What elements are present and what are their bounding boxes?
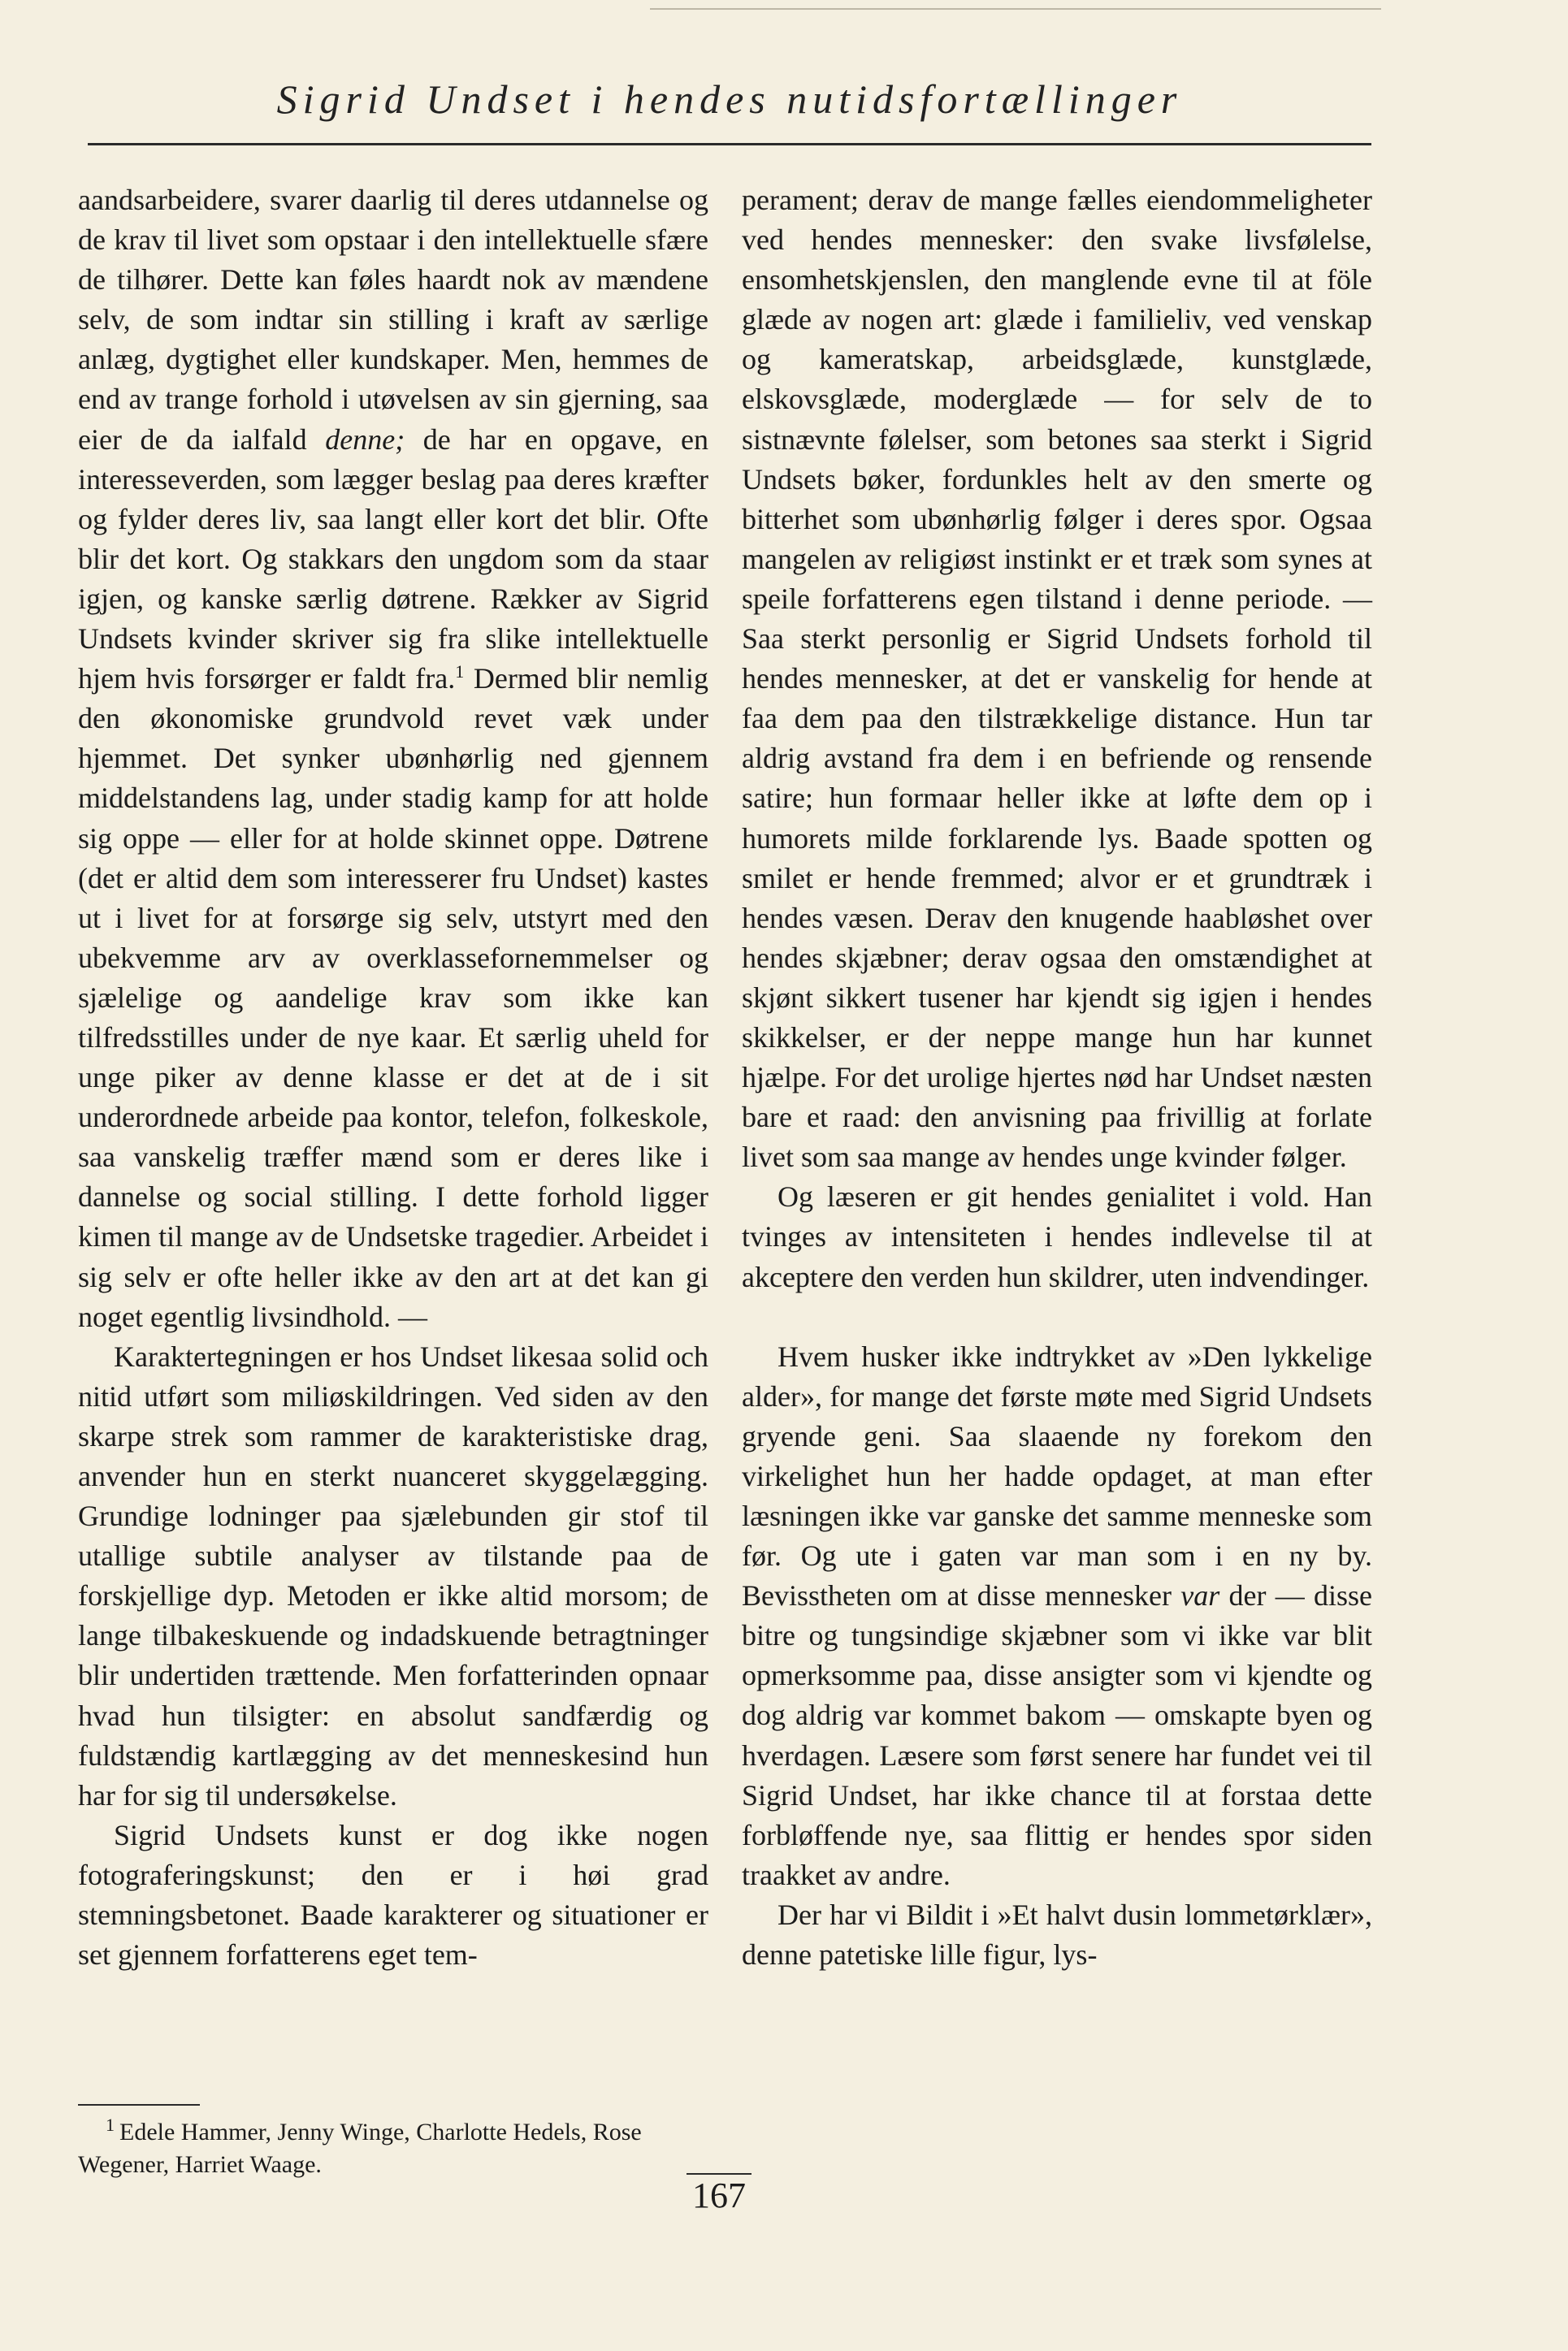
header-rule: [88, 143, 1371, 145]
page-number: 167: [692, 2176, 746, 2215]
footnote-reference: 1: [455, 661, 465, 682]
left-paragraph-3: Sigrid Undsets kunst er dog ikke nogen fotograferingskunst; den er i høi grad stemningsbetonet. Baade karakterer og situationer er set gjennem forfatterens eget tem-: [78, 1818, 708, 1972]
running-title: Sigrid Undset i hendes nutidsfortællinger: [276, 76, 1183, 122]
top-edge-line: [650, 8, 1381, 10]
text-span: Hvem husker ikke indtrykket av »Den lykkelige alder», for mange det første møte med Sigrid Undsets gryende geni. Saa slaaende ny forekom den virkelighet hun her hadde opdaget, at man efter læsningen ikke var ganske det samme menneske som før. Og ute i gaten var man som i en ny by. Bevisstheten om at disse mennesker: [742, 1340, 1372, 1613]
right-paragraph-4: Der har vi Bildit i »Et halvt dusin lommetørklær», denne patetiske lille figur, lys-: [742, 1898, 1372, 1972]
left-paragraph-2: Karaktertegningen er hos Undset likesaa solid och nitid utført som miliøskildringen. Ved siden av den skarpe strek som rammer de karakteristiske drag, anvender hun en sterkt nuanceret skyggelægging. Grundige lodninger paa sjælebunden gir stof til utallige subtile analyser av tilstande paa de forskjellige dyp. Metoden er ikke altid morsom; de lange tilbakeskuende og indadskuende betragtninger blir undertiden trættende. Men forfatterinden opnaar hvad hun tilsigter: en absolut sandfærdig og fuldstændig kartlægging av det menneskesind hun har for sig til undersøkelse.: [78, 1340, 708, 1812]
text-span: der — disse bitre og tungsindige skjæbner som vi ikke var blit opmerksomme paa, disse ansigter som vi kjendte og dog aldrig var kommet bakom — omskapte byen og hverdagen. Læsere som først senere har fundet vei til Sigrid Undset, har ikke chance til at forstaa dette forbløffende nye, saa flittig er hendes spor siden traakket av andre.: [742, 1579, 1373, 1891]
left-column: [78, 180, 708, 1975]
running-header: [88, 75, 1371, 123]
emphasis-denne: denne;: [325, 422, 405, 456]
right-paragraph-2: Og læseren er git hendes genialitet i vold. Han tvinges av intensiteten i hendes indlevelse til at akceptere den verden hun skildrer, uten indvendinger.: [742, 1180, 1372, 1293]
text-span: Dermed blir nemlig den økonomiske grundvold revet væk under hjemmet. Det synker ubønhørlig ned gjennem middelstandens lag, under stadig kamp for att holde sig oppe — eller for at holde skinnet oppe. Døtrene (det er altid dem som interesserer fru Undset) kastes ut i livet for at forsørge sig selv, utstyrt med den ubekvemme arv av overklassefornemmelser og sjælelige og aandelige krav som ikke kan tilfredsstilles under de nye kaar. Et særlig uheld for unge piker av denne klasse er det at de i sit underordnede arbeide paa kontor, telefon, folkeskole, saa vanskelig træffer mænd som er deres like i dannelse og social stilling. I dette forhold ligger kimen til mange av de Undsetske tragedier. Arbeidet i sig selv er ofte heller ikke av den art at det kan gi noget egentlig livsindhold. —: [78, 662, 708, 1333]
right-paragraph-3: [742, 1337, 1372, 1895]
right-column: [742, 180, 1372, 1975]
emphasis-var: var: [1180, 1579, 1220, 1613]
footnote: [78, 2109, 708, 2181]
text-span: aandsarbeidere, svarer daarlig til deres utdannelse og de krav til livet som opstaar i den intellektuelle sfære de tilhører. Dette kan føles haardt nok av mændene selv, de som indtar sin stilling i kraft av særlige anlæg, dygtighet eller kundskaper. Men, hemmes de end av trange forhold i utøvelsen av sin gjerning, saa eier de da ialfald: [78, 184, 708, 456]
footnote-mark: 1: [106, 2115, 115, 2135]
text-span: de har en opgave, en interesseverden, som lægger beslag paa deres kræfter og fylder deres liv, saa langt eller kort det blir. Ofte blir det kort. Og stakkars den ungdom som da staar igjen, og kanske særlig døtrene. Rækker av Sigrid Undsets kvinder skriver sig fra slike intellektuelle hjem hvis forsørger er faldt fra.: [78, 422, 709, 695]
page-number-rule: [687, 2173, 752, 2175]
left-paragraph-1: [78, 180, 708, 1337]
footnote-text: Edele Hammer, Jenny Winge, Charlotte Hedels, Rose Wegener, Harriet Waage.: [78, 2119, 642, 2178]
right-paragraph-1: perament; derav de mange fælles eiendommeligheter ved hendes mennesker: den svake livsfølelse, ensomhetskjenslen, den manglende evne til at föle glæde av nogen art: glæde i familieliv, ved venskap og kameratskap, arbeidsglæde, kunstglæde, elskovsglæde, moderglæde — for selv de to sistnævnte følelser, som betones saa sterkt i Sigrid Undsets bøker, fordunkles helt av den smerte og bitterhet som ubønhørlig følger i deres spor. Ogsaa mangelen av religiøst instinkt er et træk som synes at speile forfatterens egen tilstand i denne periode. — Saa sterkt personlig er Sigrid Undsets forhold til hendes mennesker, at det er vanskelig for hende at faa dem paa den tilstrækkelige distance. Hun tar aldrig avstand fra dem i en befriende og rensende satire; hun formaar heller ikke at løfte dem op i humorets milde forklarende lys. Baade spotten og smilet er hende fremmed; alvor er et grundtræk i hendes væsen. Derav den knugende haabløshet over hendes skjæbner; derav ogsaa den omstændighet at skjønt sikkert tusener har kjendt sig igjen i hendes skikkelser, er der neppe mange hun har kunnet hjælpe. For det urolige hjertes nød har Undset næsten bare et raad: den anvisning paa frivillig at forlate livet som saa mange av hendes unge kvinder følger.: [742, 184, 1372, 1174]
footnote-rule: [78, 2104, 200, 2106]
